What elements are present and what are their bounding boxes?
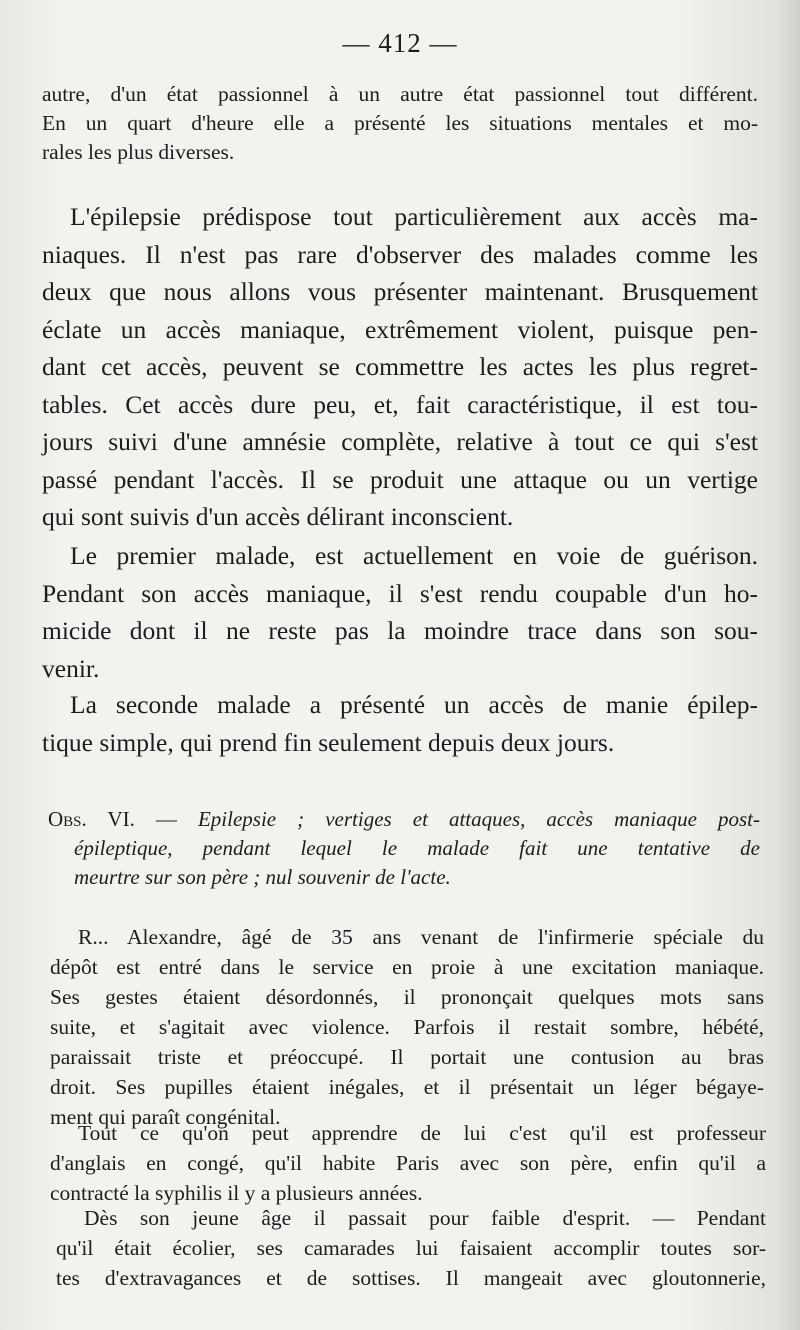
text-line: ment qui paraît congénital.	[50, 1105, 281, 1129]
observation-title-line: Epilepsie ; vertiges et attaques, accès maniaque post-	[197, 807, 760, 831]
text-line: suite, et s'agitait avec violence. Parfois il restait sombre, hébété,	[50, 1015, 764, 1039]
text-line: jours suivi d'une amnésie complète, relative à tout ce qui s'est	[42, 427, 758, 456]
epilepsy-paragraph	[42, 198, 758, 536]
text-line: droit. Ses pupilles étaient inégales, et il présentait un léger bégaye-	[50, 1075, 764, 1099]
case-description-paragraph	[50, 922, 764, 1132]
text-line: rales les plus diverses.	[42, 140, 235, 164]
text-line: contracté la syphilis il y a plusieurs années.	[50, 1181, 423, 1205]
text-line: micide dont il ne reste pas la moindre trace dans son sou-	[42, 616, 758, 645]
text-line: niaques. Il n'est pas rare d'observer des malades comme les	[42, 239, 758, 269]
text-line: tes d'extravagances et de sottises. Il mangeait avec gloutonnerie,	[56, 1266, 766, 1290]
text-line: R... Alexandre, âgé de 35 ans venant de l'infirmerie spéciale du	[78, 925, 764, 949]
text-line: L'épilepsie prédispose tout particulièrement aux accès ma-	[70, 202, 758, 231]
text-line: autre, d'un état passionnel à un autre état passionnel tout différent.	[42, 82, 758, 106]
text-line: d'anglais en congé, qu'il habite Paris avec son père, enfin qu'il a	[50, 1151, 766, 1175]
text-line: La seconde malade a présenté un accès de manie épilep-	[70, 690, 758, 719]
text-line: dant cet accès, peuvent se commettre les actes les plus regret-	[42, 352, 758, 381]
second-patient-paragraph	[42, 686, 758, 761]
text-line: tables. Cet accès dure peu, et, fait caractéristique, il est tou-	[42, 389, 758, 419]
text-line: Pendant son accès maniaque, il s'est rendu coupable d'un ho-	[42, 578, 758, 608]
observation-title-line: meurtre sur son père ; nul souvenir de l'acte.	[74, 865, 451, 889]
observation-title-line: épileptique, pendant lequel le malade fait une tentative de	[74, 836, 760, 860]
text-line: dépôt est entré dans le service en proie à une excitation maniaque.	[50, 955, 764, 979]
observation-label: Obs. VI. —	[48, 807, 177, 831]
continuation-paragraph	[42, 80, 758, 167]
text-line: venir.	[42, 653, 100, 683]
first-patient-paragraph	[42, 537, 758, 687]
text-line: Dès son jeune âge il passait pour faible d'esprit. — Pendant	[84, 1206, 766, 1230]
text-line: qui sont suivis d'un accès délirant inconscient.	[42, 502, 514, 531]
text-line: Ses gestes étaient désordonnés, il prononçait quelques mots sans	[50, 985, 764, 1009]
text-line: En un quart d'heure elle a présenté les situations mentales et mo-	[42, 111, 758, 135]
text-line: tique simple, qui prend fin seulement depuis deux jours.	[42, 727, 615, 757]
text-line: qu'il était écolier, ses camarades lui faisaient accomplir toutes sor-	[56, 1236, 766, 1260]
text-line: Le premier malade, est actuellement en voie de guérison.	[70, 541, 758, 570]
text-line: paraissait triste et préoccupé. Il portait une contusion au bras	[50, 1045, 764, 1069]
text-line: deux que nous allons vous présenter maintenant. Brusquement	[42, 277, 758, 306]
page-number: — 412 —	[342, 28, 458, 58]
text-line: passé pendant l'accès. Il se produit une attaque ou un vertige	[42, 464, 758, 494]
childhood-paragraph	[56, 1203, 766, 1293]
text-line: Tout ce qu'on peut apprendre de lui c'est qu'il est professeur	[78, 1121, 766, 1145]
observation-heading	[48, 805, 760, 892]
text-line: éclate un accès maniaque, extrêmement violent, puisque pen-	[42, 314, 758, 344]
case-history-paragraph	[50, 1118, 766, 1208]
